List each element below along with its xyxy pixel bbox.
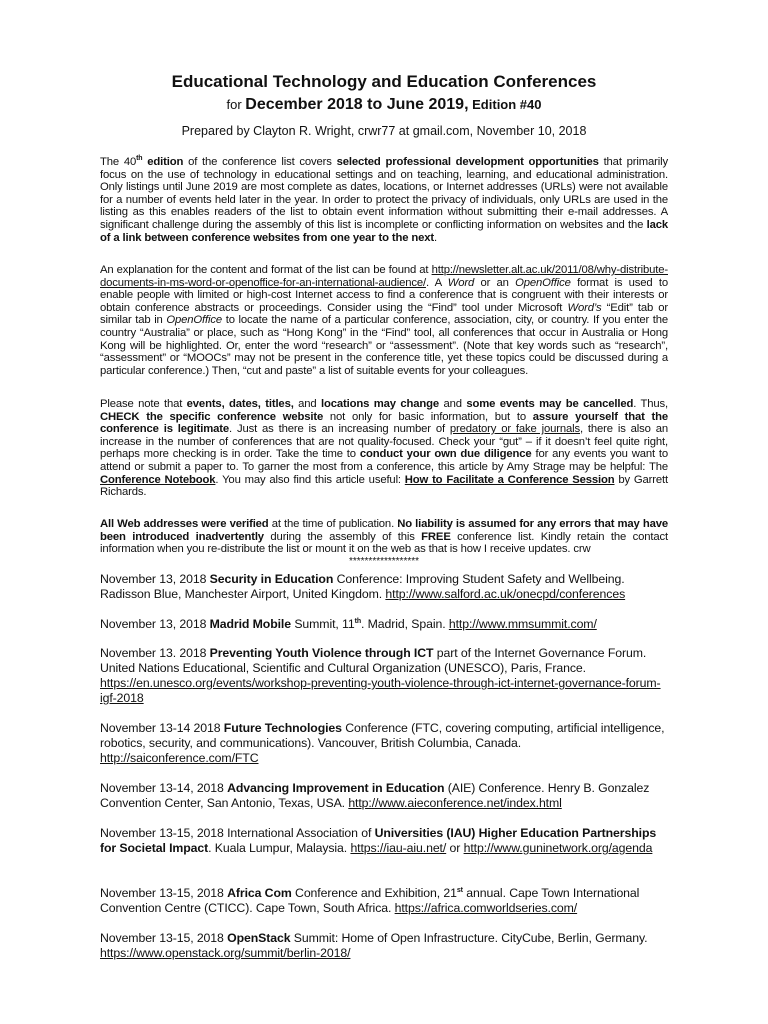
separator-stars: ******************: [348, 556, 420, 567]
entry-details: Conference (FTC, covering computing, artificial intelligence, robotics, security, and communications). Vancouver, British Columbia, Canada.: [100, 721, 665, 750]
p3-text: , there is also an increase in the number of conferences that are not quality-focused. Check your “gut” – if it doesn’t feel quite right, perhaps more checking is in order. Take the time to: [100, 423, 669, 461]
list-item: [100, 646, 672, 706]
intro-paragraph-3: [100, 398, 668, 499]
conference-notebook-link[interactable]: Conference Notebook: [100, 473, 216, 486]
list-item: [100, 931, 672, 961]
p4-text: during the assembly of this: [263, 530, 422, 543]
intro-paragraph-1: [100, 156, 668, 244]
entry-name: Security in Education: [209, 572, 334, 586]
p2-text: to locate the name of a particular conference, association, city, or country. If you enter the country “Australia” or place, such as “Hong Kong” in the “Find” tool, all conferences that occur in Australia or Hong Kong will be highlighted. Or, enter the word “research” or “assessment”. (Note that key words such as “research”, “assessment” or “MOOCs” may not be present in the conference title, yet these topics could be discussed during a particular conference.) Then, “cut and paste” a list of suitable events for your colleagues.: [100, 314, 669, 377]
entry-date: November 13-15, 2018: [100, 931, 228, 945]
subtitle-edition: Edition #40: [472, 97, 542, 112]
p3-text: Please note that: [100, 398, 187, 410]
p2-text: . A: [425, 276, 448, 289]
facilitate-session-link[interactable]: How to Facilitate a Conference Session: [404, 473, 615, 486]
p1-text: of the conference list covers: [183, 156, 337, 168]
entry-link[interactable]: https://en.unesco.org/events/workshop-preventing-youth-violence-through-ict-internet-governance-forum-igf-2018: [100, 676, 661, 705]
prepared-by: Prepared by Clayton R. Wright, crwr77 at gmail.com, November 10, 2018: [181, 124, 587, 138]
p3-text: . You may also find this article useful:: [215, 473, 405, 486]
document-subtitle: [0, 96, 768, 114]
p1-bold-pd: selected professional development opportunities: [336, 156, 599, 168]
document-title: Educational Technology and Education Conferences: [171, 72, 597, 91]
p4-bold: All Web addresses were verified: [100, 518, 269, 530]
p3-text: for any events you want to attend or submit a paper to. To garner the most from a conference, this article by Amy Strage may be helpful: The: [100, 448, 668, 473]
p3-bold: events, dates, titles,: [186, 398, 294, 410]
entry-date: November 13-15, 2018 International Association of: [100, 826, 375, 840]
entry-sup: st: [456, 886, 463, 894]
p2-italic: Word: [447, 276, 475, 289]
p3-bold: conduct your own due diligence: [359, 448, 532, 461]
p3-bold: locations may change: [321, 398, 440, 410]
p2-italic: OpenOffice: [515, 276, 571, 289]
entry-link[interactable]: https://africa.comworldseries.com/: [394, 901, 578, 915]
entry-sup: th: [354, 617, 362, 625]
p2-italic: Word’s: [567, 301, 602, 314]
list-item: [100, 886, 672, 916]
p4-bold: No liability is assumed for any errors that may have been introduced inadvertently: [100, 518, 669, 543]
p3-bold: some events may be cancelled: [466, 398, 634, 410]
p2-text: or an: [474, 276, 516, 289]
predatory-journals-link[interactable]: predatory or fake journals: [449, 423, 580, 436]
p3-text: . Thus,: [633, 398, 668, 410]
entry-link[interactable]: http://www.aieconference.net/index.html: [348, 796, 562, 810]
list-item: [100, 721, 672, 766]
p3-text: not only for basic information, but to: [323, 410, 533, 423]
subtitle-for: for: [226, 97, 242, 112]
entry-name: Africa Com: [227, 886, 292, 900]
list-item: [100, 572, 672, 602]
entry-link[interactable]: http://saiconference.com/FTC: [100, 751, 259, 765]
entry-date: November 13, 2018: [100, 572, 210, 586]
entry-link[interactable]: http://www.mmsummit.com/: [448, 617, 597, 631]
p4-text: at the time of publication.: [268, 518, 398, 530]
p3-text: by Garrett Richards.: [100, 473, 668, 499]
entry-details: Conference and Exhibition, 21: [291, 886, 457, 900]
entry-details: Conference: Improving Student Safety and Wellbeing. Radisson Blue, Manchester Airport, United Kingdom.: [100, 572, 625, 601]
entry-name: Preventing Youth Violence through ICT: [209, 646, 434, 660]
p2-text: An explanation for the content and format of the list can be found at: [100, 264, 432, 276]
entry-date: November 13-15, 2018: [100, 886, 228, 900]
intro-paragraph-4: [100, 518, 668, 556]
entry-date: November 13-14 2018: [100, 721, 224, 735]
p1-text: that primarily focus on the use of technology in educational settings and on teaching, learning, and educational administration. Only listings until June 2019 are most complete as dates, locations, or Internet addresses (URLs) were not available for a number of events held later in the year. In order to protect the privacy of individuals, only URLs are used in the listing as this enables readers of the list to obtain event information without submitting their e-mail addresses. A significant challenge during the assembly of this list is incomplete or conflicting information on websites and the: [100, 156, 668, 231]
intro-paragraph-2: [100, 264, 668, 377]
entry-date: November 13, 2018: [100, 617, 210, 631]
entry-details: annual. Cape Town International Convention Centre (CTICC). Cape Town, South Africa.: [100, 886, 640, 915]
p2-text: “Edit” tab or similar tab in: [100, 301, 668, 327]
entry-details: Summit, 11: [291, 617, 355, 631]
p1-text: .: [433, 231, 437, 244]
entry-details: or: [446, 841, 464, 855]
entry-name: Madrid Mobile: [209, 617, 291, 631]
entry-details: part of the Internet Governance Forum. United Nations Educational, Scientific and Cultural Organization (UNESCO), Paris, France.: [100, 646, 647, 675]
p3-text: . Just as there is an increasing number of: [229, 423, 450, 436]
entry-name: Future Technologies: [223, 721, 342, 735]
p1-text: The 40: [100, 156, 137, 168]
entry-details: . Kuala Lumpur, Malaysia.: [208, 841, 351, 855]
entry-link[interactable]: http://www.salford.ac.uk/onecpd/conferences: [385, 587, 626, 601]
entry-details: . Madrid, Spain.: [361, 617, 449, 631]
p1-bold-lack: lack of a link between conference websites from one year to the next: [100, 218, 668, 244]
entry-name: OpenStack: [227, 931, 291, 945]
p2-text: format is used to enable people with limited or high-cost Internet access to find a conference that is congruent with their interests or obtain conference abstracts or proceedings. Consider using the “Find” tool under Microsoft: [100, 276, 669, 314]
list-item: [100, 781, 672, 811]
p4-text: conference list. Kindly retain the contact information when you re-distribute the list or mount it on the web as that is how I receive updates. crw: [100, 530, 668, 556]
p4-bold: FREE: [421, 530, 451, 543]
explanation-link[interactable]: http://newsletter.alt.ac.uk/2011/08/why-distribute-documents-in-ms-word-or-openoffice-for-an-international-audience/: [100, 264, 668, 289]
entry-date: November 13-14, 2018: [100, 781, 228, 795]
subtitle-dates: December 2018 to June 2019,: [245, 96, 469, 113]
entry-link[interactable]: https://www.openstack.org/summit/berlin-2018/: [100, 946, 351, 960]
p2-italic: OpenOffice: [166, 314, 223, 327]
p1-sup: th: [136, 155, 143, 163]
p3-bold: CHECK the specific conference website: [100, 410, 324, 423]
p3-text: and: [439, 398, 467, 410]
entry-date: November 13. 2018: [100, 646, 210, 660]
p1-bold-edition: edition: [147, 156, 184, 168]
list-item: [100, 826, 672, 856]
entry-link-secondary[interactable]: http://www.guninetwork.org/agenda: [463, 841, 653, 855]
entry-link[interactable]: https://iau-aiu.net/: [350, 841, 447, 855]
p3-text: and: [293, 398, 322, 410]
entry-details: (AIE) Conference. Henry B. Gonzalez Convention Center, San Antonio, Texas, USA.: [100, 781, 650, 810]
entry-name: Universities (IAU) Higher Education Partnerships for Societal Impact: [100, 826, 657, 855]
p3-bold: assure yourself that the conference is legitimate: [100, 410, 668, 436]
list-item: [100, 617, 672, 632]
entry-name: Advancing Improvement in Education: [227, 781, 445, 795]
entry-details: Summit: Home of Open Infrastructure. CityCube, Berlin, Germany.: [290, 931, 648, 945]
